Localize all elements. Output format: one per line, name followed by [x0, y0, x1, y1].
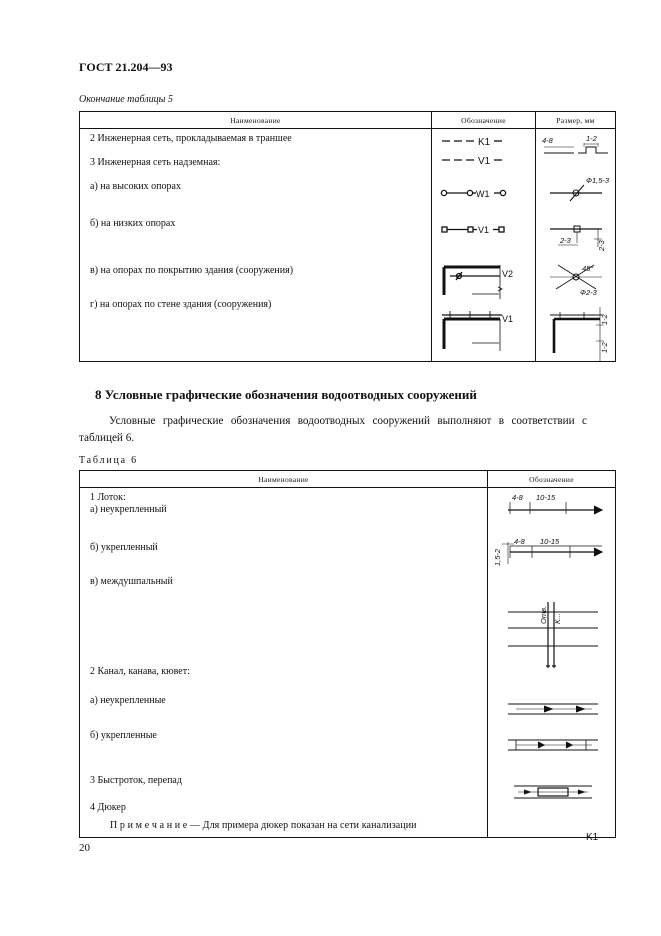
section-paragraph: Условные графические обозначения водоотводных сооружений выполняют в соответствии с таблицей 6. — [79, 415, 587, 444]
symbol-label: K1 — [586, 832, 599, 843]
table-row: в) на опорах по покрытию здания (сооружения) — [90, 265, 294, 276]
column-header-name: Наименование — [80, 471, 488, 488]
symbol-label: 10-15 — [540, 537, 560, 546]
table-row: 1 Лоток: — [90, 492, 126, 503]
table-row: 4 Дюкер — [90, 802, 126, 813]
column-header-name: Наименование — [80, 112, 432, 129]
document-code: ГОСТ 21.204—93 — [79, 60, 173, 74]
size-label: 1-2 — [586, 134, 597, 143]
size-label: 45° — [582, 264, 594, 273]
table-row: б) на низких опорах — [90, 218, 176, 229]
table-row: а) на высоких опорах — [90, 181, 181, 192]
column-header-symbol: Обозначение — [488, 471, 616, 488]
table6-caption: Таблица 6 — [79, 455, 138, 466]
table-row: 3 Инженерная сеть надземная: — [90, 157, 221, 168]
table-6 — [79, 470, 616, 843]
size-dimensions — [536, 129, 616, 361]
table-row: а) неукрепленные — [90, 695, 166, 706]
page-number: 20 — [79, 842, 90, 854]
symbol-label: 4-8 — [514, 537, 525, 546]
table-row: 2 Инженерная сеть, прокладываемая в траншее — [90, 133, 292, 144]
table-row: в) междушпальный — [90, 576, 173, 587]
section-title: 8 Условные графические обозначения водоотводных сооружений — [95, 387, 477, 402]
symbol-label: V1 — [502, 314, 514, 324]
table-5 — [79, 111, 616, 362]
size-label: 2-3 — [597, 240, 606, 251]
symbol-label: V1 — [478, 156, 491, 167]
size-label: 4-8 — [542, 136, 553, 145]
column-header-symbol: Обозначение — [432, 112, 536, 129]
symbol-label: K1 — [478, 137, 491, 148]
symbol-label: V1 — [478, 225, 490, 235]
table-row: 2 Канал, канава, кювет: — [90, 666, 190, 677]
symbol-label: 4-8 — [512, 493, 523, 502]
size-label: 2-3 — [560, 236, 571, 245]
table-row: 3 Быстроток, перепад — [90, 775, 182, 786]
column-header-size: Размер, мм — [536, 112, 616, 129]
drainage-symbols — [488, 488, 616, 837]
size-label: 1-2 — [600, 342, 609, 353]
table-row: а) неукрепленный — [90, 504, 167, 515]
symbol-label: Отв. — [539, 605, 548, 624]
symbol-label: W1 — [476, 189, 490, 199]
culvert-symbol-label — [488, 829, 616, 843]
table-row: б) укрепленный — [90, 542, 158, 553]
table-row: г) на опорах по стене здания (сооружения) — [90, 299, 272, 310]
symbol-label: 1,5-2 — [493, 548, 502, 566]
size-label: Ф2-3 — [580, 288, 597, 297]
table5-caption: Окончание таблицы 5 — [79, 94, 173, 105]
size-label: 1-2 — [600, 314, 609, 325]
symbol-label: К... — [553, 613, 562, 624]
table-note: П р и м е ч а н и е — Для примера дюкер показан на сети канализации — [110, 820, 417, 831]
table-row: б) укрепленные — [90, 730, 157, 741]
symbol-label: V2 — [502, 269, 514, 279]
network-symbols — [432, 129, 536, 361]
size-label: Ф1,5-3 — [586, 176, 610, 185]
symbol-label: 10-15 — [536, 493, 556, 502]
